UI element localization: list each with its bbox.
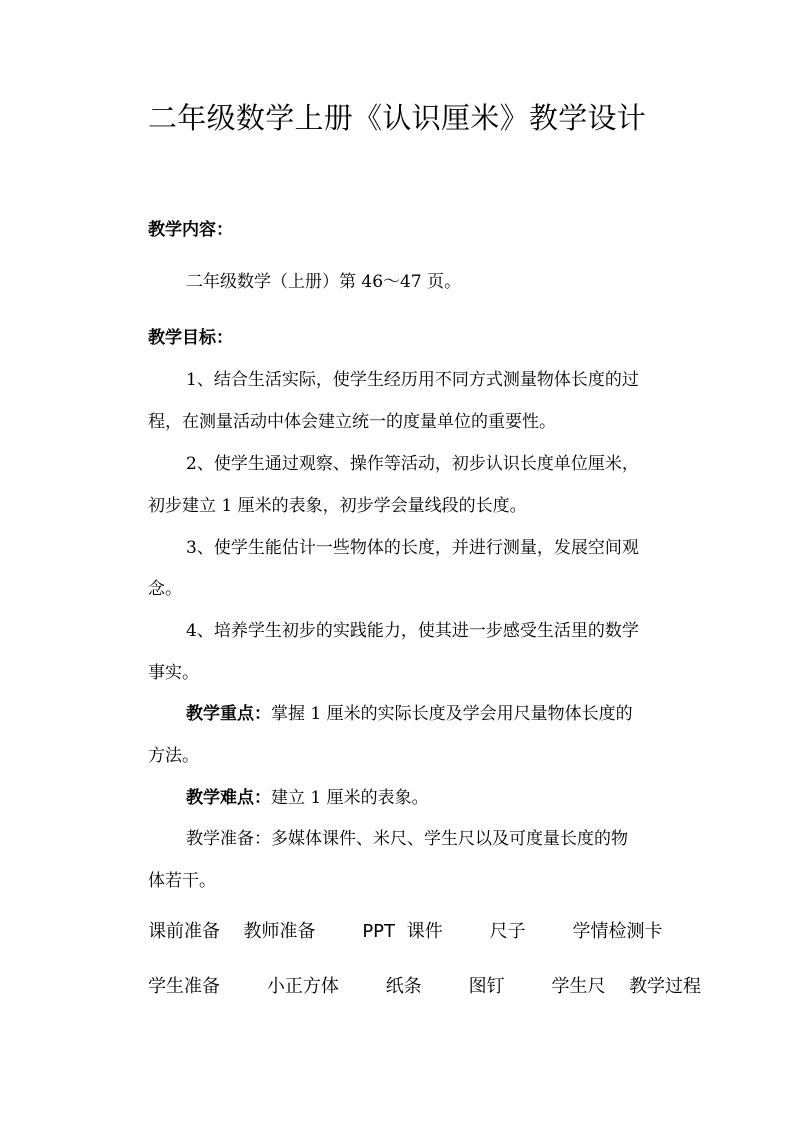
objective-line-5: 3、使学生能估计一些物体的长度，并进行测量，发展空间观 xyxy=(186,538,639,558)
pre-class-line-1: 课前准备 教师准备 PPT 课件 尺子 学情检测卡 xyxy=(148,921,663,942)
objective-line-3: 2、使学生通过观察、操作等活动，初步认识长度单位厘米， xyxy=(186,454,639,474)
objective-line-4: 初步建立 1 厘米的表象，初步学会量线段的长度。 xyxy=(148,496,527,516)
preparation-continuation: 体若干。 xyxy=(148,871,216,891)
key-point-label: 教学重点： xyxy=(186,704,271,724)
key-point-continuation: 方法。 xyxy=(148,746,199,766)
difficulty-label: 教学难点： xyxy=(186,788,271,808)
objective-line-7: 4、培养学生初步的实践能力，使其进一步感受生活里的数学 xyxy=(186,621,639,641)
difficulty-text: 建立 1 厘米的表象。 xyxy=(271,788,429,808)
pre-class-line-2: 学生准备 小正方体 纸条 图钉 学生尺 教学过程 xyxy=(148,976,701,997)
key-point-line xyxy=(186,702,716,726)
preparation-line: 教学准备：多媒体课件、米尺、学生尺以及可度量长度的物 xyxy=(186,829,628,849)
teaching-content-text: 二年级数学（上册）第 46～47 页。 xyxy=(186,272,462,292)
objective-line-8: 事实。 xyxy=(148,663,199,683)
key-point-text: 掌握 1 厘米的实际长度及学会用尺量物体长度的 xyxy=(271,704,633,724)
objective-line-1: 1、结合生活实际，使学生经历用不同方式测量物体长度的过 xyxy=(186,370,639,390)
document-title: 二年级数学上册《认识厘米》教学设计 xyxy=(148,101,647,135)
objective-line-6: 念。 xyxy=(148,579,182,599)
objective-line-2: 程，在测量活动中体会建立统一的度量单位的重要性。 xyxy=(148,412,556,432)
difficulty-line xyxy=(186,786,716,810)
teaching-content-heading: 教学内容： xyxy=(148,220,233,240)
teaching-objectives-heading: 教学目标： xyxy=(148,328,233,348)
